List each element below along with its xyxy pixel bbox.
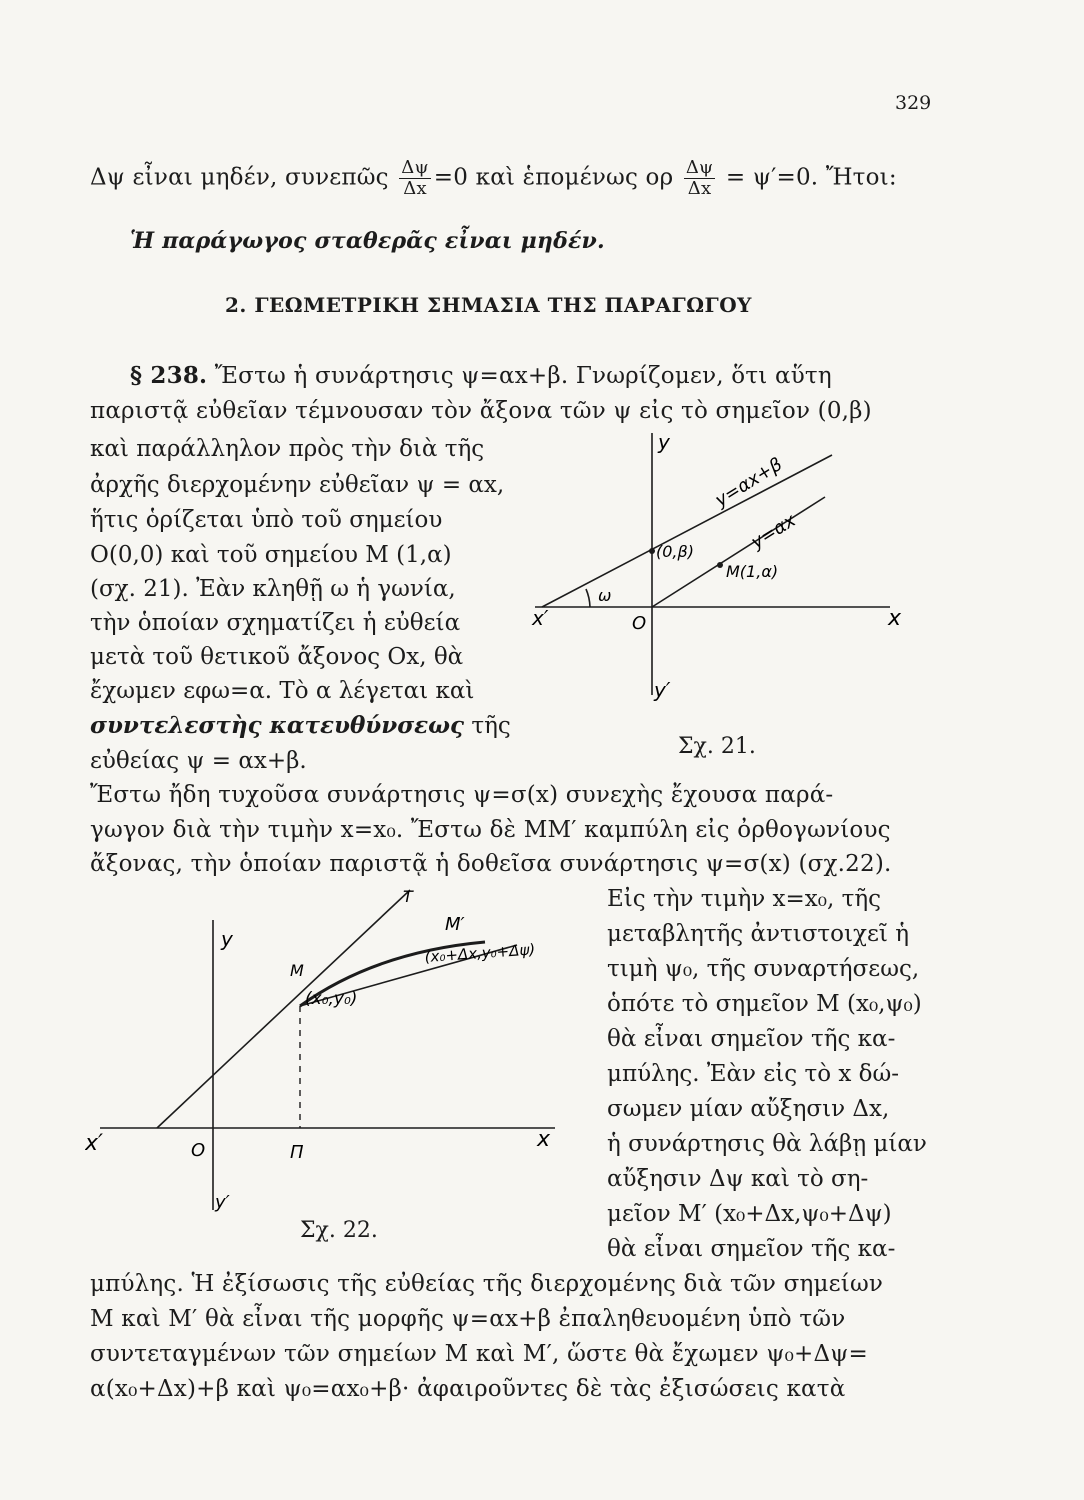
fraction-1: [399, 158, 431, 199]
para2-right-line: τιμὴ ψ₀, τῆς συναρτήσεως,: [607, 956, 920, 982]
para2-right-line: μεῖον Μ′ (x₀+Δx,ψ₀+Δψ): [607, 1201, 892, 1227]
para2-bottom-line: συντεταγμένων τῶν σημείων Μ καὶ Μ′, ὥστε θὰ ἔχωμεν ψ₀+Δψ=: [90, 1341, 869, 1367]
fraction-1-denominator: Δx: [403, 178, 427, 199]
fig22-label-m-coords: (x₀,y₀): [305, 989, 358, 1009]
figure-21-caption: Σχ. 21.: [678, 734, 756, 759]
para238-left-line: μετὰ τοῦ θετικοῦ ἄξονος Ox, θὰ: [90, 644, 464, 670]
fig21-label-origin: O: [632, 613, 647, 634]
para238-line2: παριστᾷ εὐθεῖαν τέμνουσαν τὸν ἄξονα τῶν ψ εἰς τὸ σημεῖον (0,β): [90, 398, 872, 424]
fig21-label-point-b: (0,β): [656, 542, 694, 561]
term-bold: συντελεστὴς κατευθύνσεως: [90, 712, 465, 739]
para2-right-line: θὰ εἶναι σημεῖον τῆς κα-: [607, 1236, 896, 1262]
para2-line: γωγον διὰ τὴν τιμὴν x=x₀. Ἔστω δὲ ΜΜ′ καμπύλη εἰς ὀρθογωνίους: [90, 817, 891, 843]
para2-right-line: μεταβλητῆς ἀντιστοιχεῖ ἡ: [607, 921, 909, 947]
fig21-point-m: [717, 562, 723, 568]
figure-21: [520, 425, 920, 745]
para238-left-line: ἔχωμεν εφω=α. Τὸ α λέγεται καὶ: [90, 678, 475, 704]
fig22-label-p: Π: [290, 1142, 304, 1163]
fig21-label-y: y: [658, 430, 670, 454]
para2-bottom-line: μπύλης. Ἡ ἐξίσωσις τῆς εὐθείας τῆς διερχομένης διὰ τῶν σημείων: [90, 1271, 884, 1297]
fig21-label-x: x: [888, 606, 902, 631]
fraction-2-numerator: Δψ: [685, 157, 714, 178]
para238-left-line: ἥτις ὁρίζεται ὑπὸ τοῦ σημείου: [90, 507, 443, 533]
para238-left-line: καὶ παράλληλον πρὸς τὴν διὰ τῆς: [90, 436, 485, 462]
statement: Ἡ παράγωγος σταθερᾶς εἶναι μηδέν.: [130, 228, 605, 254]
para238-left-line: τὴν ὁποίαν σχηματίζει ἡ εὐθεία: [90, 610, 461, 636]
para2-right-line: θὰ εἶναι σημεῖον τῆς κα-: [607, 1026, 896, 1052]
fig22-label-x: x: [537, 1127, 551, 1152]
fig21-label-y-prime: y′: [654, 678, 671, 702]
para2-line: ἄξονας, τὴν ὁποίαν παριστᾷ ἡ δοθεῖσα συνάρτησις ψ=σ(x) (σχ.22).: [90, 851, 892, 877]
fraction-2: [684, 158, 716, 199]
fig21-angle-arc: [586, 589, 590, 607]
fig22-label-origin: O: [191, 1140, 206, 1161]
term-after: τῆς: [464, 713, 511, 739]
intro-text-1: Δψ εἶναι μηδέν, συνεπῶς: [90, 164, 397, 191]
fig22-label-t: T: [403, 887, 413, 906]
section-heading: 2. ΓΕΩΜΕΤΡΙΚΗ ΣΗΜΑΣΙΑ ΤΗΣ ΠΑΡΑΓΩΓΟΥ: [225, 293, 752, 317]
para238-line1: [130, 362, 832, 389]
fig22-label-y-prime: y′: [215, 1192, 230, 1213]
para2-right-line: σωμεν μίαν αὔξησιν Δx,: [607, 1096, 890, 1122]
para2-right-line: μπύλης. Ἐὰν εἰς τὸ x δώ-: [607, 1061, 900, 1087]
section-label: § 238.: [130, 362, 208, 389]
figure-22-caption: Σχ. 22.: [300, 1218, 378, 1243]
para238-left-line: ἀρχῆς διερχομένην εὐθεῖαν ψ = αx,: [90, 472, 505, 498]
fraction-1-numerator: Δψ: [401, 157, 429, 178]
fig21-label-line1: y=αx+β: [711, 453, 787, 512]
page-number: 329: [895, 92, 932, 114]
fig21-label-x-prime: x′: [532, 606, 549, 630]
fig22-label-y: y: [221, 927, 233, 951]
figure-22: [85, 880, 605, 1220]
fig21-label-line2: y=αx: [747, 509, 800, 554]
para2-right-line: ὁπότε τὸ σημεῖον Μ (x₀,ψ₀): [607, 991, 922, 1017]
para238-last-left: εὐθείας ψ = αx+β.: [90, 748, 307, 774]
para238-left-line: (σχ. 21). Ἐὰν κληθῇ ω ἡ γωνία,: [90, 576, 456, 602]
fig22-label-m-prime-coords: (x₀+Δx,y₀+Δψ): [424, 940, 536, 966]
fig21-label-angle: ω: [598, 586, 612, 605]
para238-term-line: [90, 712, 511, 739]
fig22-tangent-line: [157, 890, 410, 1128]
para2-line: Ἔστω ἤδη τυχοῦσα συνάρτησις ψ=σ(x) συνεχὴς ἔχουσα παρά-: [90, 782, 834, 808]
intro-text-2: =0 καὶ ἑπομένως ορ: [433, 164, 681, 191]
para2-bottom-line: Μ καὶ Μ′ θὰ εἶναι τῆς μορφῆς ψ=αx+β ἐπαληθευομένη ὑπὸ τῶν: [90, 1306, 846, 1332]
fig22-label-x-prime: x′: [85, 1131, 104, 1156]
fig21-point-b: [649, 548, 655, 554]
fig22-label-m: M: [290, 961, 304, 980]
para2-bottom-line: α(x₀+Δx)+β καὶ ψ₀=αx₀+β· ἀφαιροῦντες δὲ τὰς ἐξισώσεις κατὰ: [90, 1376, 846, 1402]
para2-right-line: ἡ συνάρτησις θὰ λάβῃ μίαν: [607, 1131, 927, 1157]
para2-right-line: αὔξησιν Δψ καὶ τὸ ση-: [607, 1166, 869, 1192]
para238-line1-text: Ἔστω ἡ συνάρτησις ψ=αx+β. Γνωρίζομεν, ὅτι αὕτη: [207, 363, 832, 389]
intro-line: [90, 158, 897, 199]
intro-text-3: = ψ′=0. Ἤτοι:: [718, 164, 897, 191]
fig21-label-point-m: M(1,α): [726, 562, 779, 581]
fraction-2-denominator: Δx: [687, 178, 712, 199]
para2-right-line: Εἰς τὴν τιμὴν x=x₀, τῆς: [607, 886, 882, 912]
para238-left-line: Ο(0,0) καὶ τοῦ σημείου Μ (1,α): [90, 542, 452, 568]
fig22-label-m-prime: M′: [445, 914, 465, 935]
